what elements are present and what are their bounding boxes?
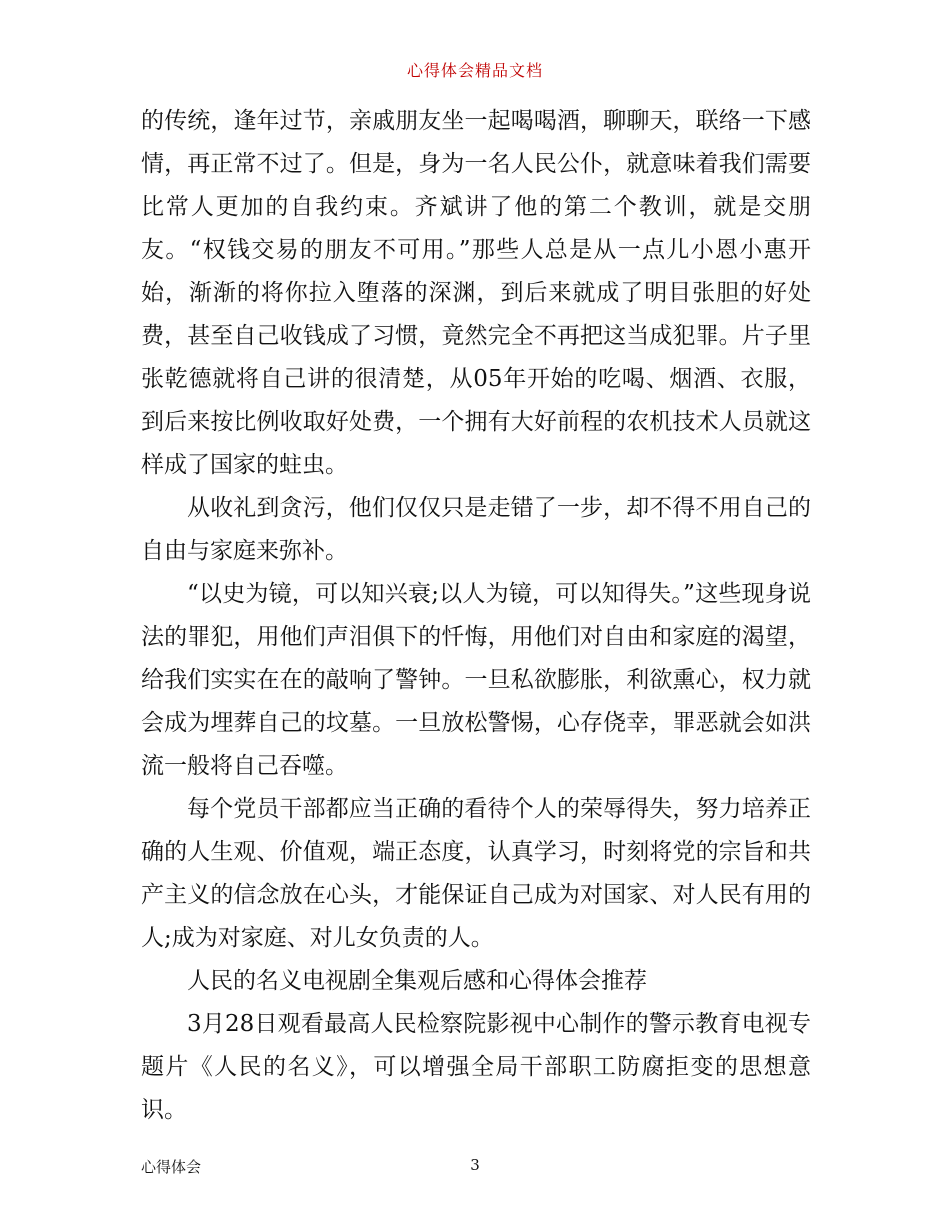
paragraph-4: 每个党员干部都应当正确的看待个人的荣辱得失，努力培养正确的人生观、价值观，端正态度，认真学习，时刻将党的宗旨和共产主义的信念放在心头，才能保证自己成为对国家、对人民有用的人;成为对家庭、对儿女负责的人。	[141, 796, 811, 951]
paragraph-5: 人民的名义电视剧全集观后感和心得体会推荐	[187, 968, 647, 994]
page-header-title: 心得体会精品文档	[406, 61, 543, 80]
paragraph-1: 的传统，逢年过节，亲戚朋友坐一起喝喝酒，聊聊天，联络一下感情，再正常不过了。但是，身为一名人民公仆，就意味着我们需要比常人更加的自我约束。齐斌讲了他的第二个教训，就是交朋友。“权钱交易的朋友不可用。”那些人总是从一点儿小恩小惠开始，渐渐的将你拉入堕落的深渊，到后来就成了明目张胆的好处费，甚至自己收钱成了习惯，竟然完全不再把这当成犯罪。片子里张乾德就将自己讲的很清楚，从05年开始的吃喝、烟酒、衣服，到后来按比例收取好处费，一个拥有大好前程的农机技术人员就这样成了国家的蛀虫。	[141, 108, 811, 478]
page-number: 3	[470, 1156, 480, 1174]
paragraph-3: “以史为镜，可以知兴衰;以人为镜，可以知得失。”这些现身说法的罪犯，用他们声泪俱下的忏悔，用他们对自由和家庭的渴望，给我们实实在在的敲响了警钟。一旦私欲膨胀，利欲熏心，权力就会成为埋葬自己的坟墓。一旦放松警惕，心存侥幸，罪恶就会如洪流一般将自己吞噬。	[141, 581, 811, 779]
document-body	[141, 100, 811, 1132]
footer-label: 心得体会	[141, 1158, 202, 1176]
paragraph-6: 3月28日观看最高人民检察院影视中心制作的警示教育电视专题片《人民的名义》，可以增强全局干部职工防腐拒变的思想意识。	[141, 1011, 811, 1123]
paragraph-2: 从收礼到贪污，他们仅仅只是走错了一步，却不得不用自己的自由与家庭来弥补。	[141, 495, 811, 564]
